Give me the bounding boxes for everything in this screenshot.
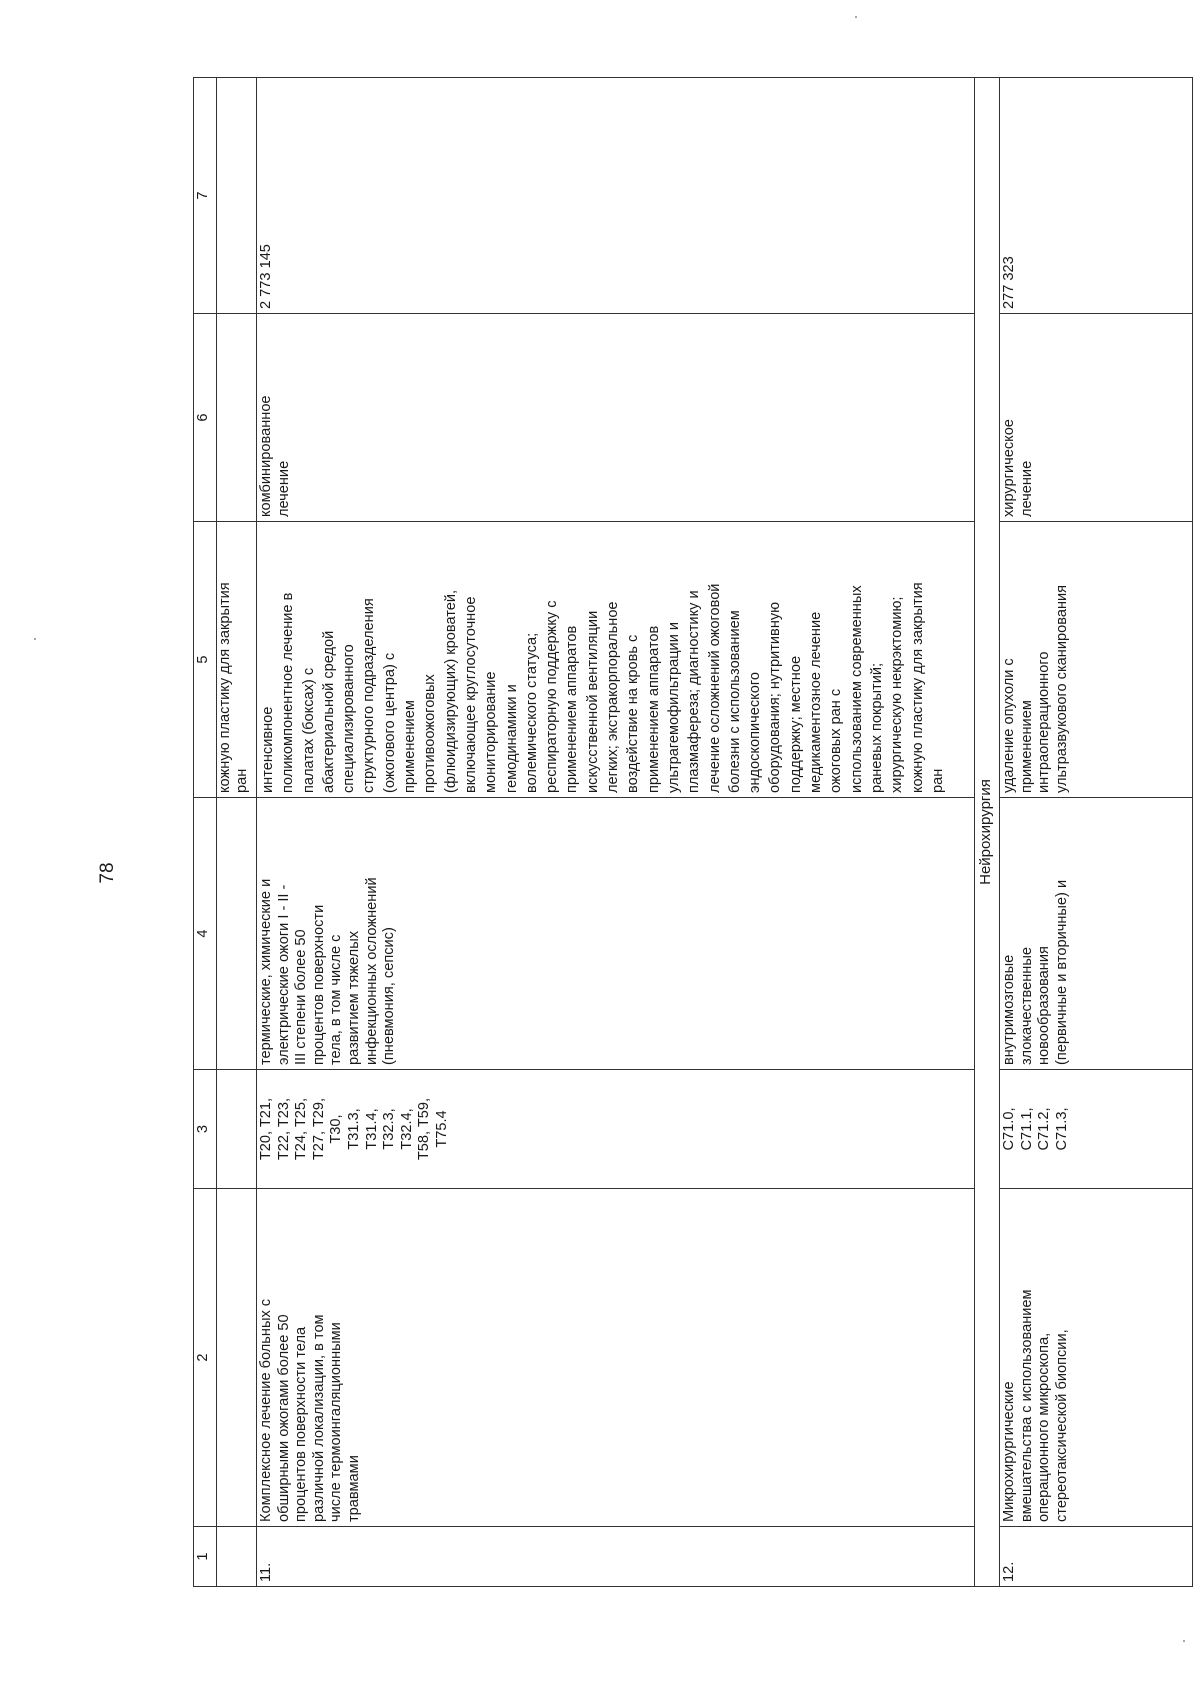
table-rotation-frame — [193, 77, 1193, 1587]
row-number: 11. — [256, 1526, 974, 1586]
service-name: Микрохирургические вмешательства с использованием операционного микроскопа, стереотаксической биопсии, — [999, 1188, 1192, 1526]
header-col-7: 7 — [195, 191, 211, 200]
icd-codes: C71.0, C71.1, C71.2, C71.3, — [999, 1069, 1192, 1188]
treatment-type: комбинированное лечение — [256, 313, 974, 521]
scan-speck — [1183, 1640, 1185, 1642]
header-col-3: 3 — [194, 1069, 216, 1188]
header-col-5: 5 — [194, 521, 216, 797]
header-col-4: 4 — [194, 797, 216, 1069]
table-row — [256, 78, 975, 1586]
patient-condition: термические, химические и электрические ожоги I - II - III степени более 50 процентов поверхности тела, в том числе с развитием тяжелых инфекционных осложнений (пневмония, сепсис) — [256, 797, 974, 1069]
scan-speck — [34, 638, 36, 640]
cost-value: 2 773 145 — [258, 244, 274, 309]
vmp-table — [193, 77, 1193, 1587]
patient-condition: внутримозговые злокачественные новообразования (первичные и вторичные) и — [999, 797, 1192, 1069]
continuation-method-text: кожную пластику для закрытия ран — [216, 521, 256, 797]
table-header-row — [194, 78, 217, 1586]
header-col-2: 2 — [194, 1188, 216, 1526]
row-number: 12. — [999, 1526, 1192, 1586]
header-col-6: 6 — [194, 313, 216, 521]
section-title: Нейрохирургия — [977, 779, 994, 885]
treatment-method: удаление опухоли с применением интраоперационного ультразвукового сканирования — [999, 521, 1192, 797]
table-row — [999, 78, 1192, 1586]
cost-value: 277 323 — [1001, 256, 1017, 309]
continuation-row — [216, 78, 257, 1586]
icd-codes: T20, T21, T22, T23, T24, T25, T27, T29, T30, T31.3, T31.4, T32.3, T32.4, T58, T59, T75.4 — [256, 1069, 974, 1188]
page-number: 78 — [97, 862, 118, 884]
treatment-method: интенсивное поликомпонентное лечение в палатах (боксах) с абактериальной средой специализированного структурного подразделения (ожогового центра) с применением противоожоговых (флюидизирующих) кроватей, включающее круглосуточное мониторирование гемодинамики и волемического статуса; респираторную поддержку с применением аппаратов искусственной вентиляции легких; экстракорпоральное воздействие на кровь с применением аппаратов ультрагемофильтрации и плазмафереза; диагностику и лечение осложнений ожоговой болезни с использованием эндоскопического оборудования; нутритивную поддержку; местное медикаментозное лечение ожоговых ран с использованием современных раневых покрытий; хирургическую некрэктомию; кожную пластику для закрытия ран — [256, 521, 974, 797]
section-row — [974, 78, 1000, 1586]
scan-speck — [855, 16, 857, 18]
treatment-type: хирургическое лечение — [999, 313, 1192, 521]
header-col-1: 1 — [194, 1526, 216, 1586]
service-name: Комплексное лечение больных с обширными ожогами более 50 процентов поверхности тела различной локализации, в том числе термоингаляционными травмами — [256, 1188, 974, 1526]
